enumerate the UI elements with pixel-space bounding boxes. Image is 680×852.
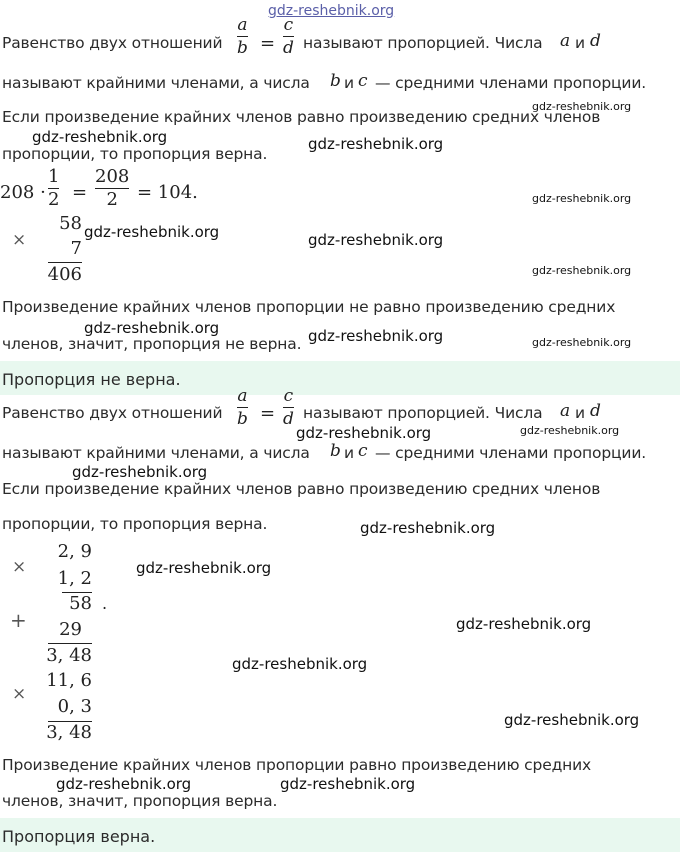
equals-sign: = [260,403,276,424]
calc-fraction-2 [95,167,129,210]
answer-text: Пропорция верна. [2,827,156,846]
multiply-sign: × [12,230,27,250]
var-d: d [590,401,601,421]
watermark: gdz-reshebnik.org [308,231,444,249]
var-b: b [330,71,341,91]
calc-frac2-den: 2 [106,189,118,210]
watermark: gdz-reshebnik.org [32,128,168,146]
watermark-top: gdz-reshebnik.org [268,3,395,19]
equals-sign: = [260,33,276,54]
answer-band-1 [0,361,680,395]
frac-numerator-a: a [237,386,248,406]
watermark: gdz-reshebnik.org [72,463,208,481]
watermark: gdz-reshebnik.org [280,775,416,793]
definition-line2-suffix: — средними членами пропорции. [375,74,647,92]
var-c: c [358,71,368,91]
watermark: gdz-reshebnik.org [308,327,444,345]
frac-denominator-d: d [283,409,294,429]
calc-rhs: = 104. [137,182,198,203]
mult2-bottom-number: 0, 3 [57,696,92,717]
answer-band-2 [0,818,680,852]
mult1-partial-2: 29 [59,619,82,640]
watermark: gdz-reshebnik.org [296,424,432,442]
frac-numerator-c: c [283,386,294,406]
mult2-top-number: 11, 6 [46,670,92,691]
watermark: gdz-reshebnik.org [84,223,220,241]
frac-denominator-d: d [283,38,294,58]
definition-line1-prefix: Равенство двух отношений [2,404,223,422]
definition-line1-suffix: называют пропорцией. Числа [303,34,543,52]
mult-top-number: 58 [59,213,82,234]
watermark: gdz-reshebnik.org [532,100,632,113]
rule-line2: пропорции, то пропорция верна. [2,515,268,533]
watermark: gdz-reshebnik.org [136,559,272,577]
calc-fraction-1 [48,167,59,210]
conclusion-line2: членов, значит, пропорция не верна. [2,335,302,353]
mult2-result: 3, 48 [46,722,92,743]
definition-line2-prefix: называют крайними членами, а числа [2,444,310,462]
multiply-sign: × [12,684,27,704]
word-and: и [575,404,585,422]
conclusion-line2: членов, значит, пропорция верна. [2,792,278,810]
multiply-sign: × [12,557,27,577]
mult1-result: 3, 48 [46,645,92,666]
watermark: gdz-reshebnik.org [504,711,640,729]
watermark: gdz-reshebnik.org [232,655,368,673]
definition-line2-prefix: называют крайними членами, а числа [2,74,310,92]
fraction-c-d [283,15,294,58]
mult-bottom-number: 7 [70,238,82,259]
conclusion-line1: Произведение крайних членов пропорции равно произведению средних [2,756,592,774]
watermark: gdz-reshebnik.org [532,192,632,205]
watermark: gdz-reshebnik.org [532,336,632,349]
word-and-2: и [344,444,354,462]
mult1-bottom-number: 1, 2 [57,568,92,589]
calc-equals: = [72,182,88,203]
plus-sign: + [10,608,27,632]
rule-line2: пропорции, то пропорция верна. [2,145,268,163]
frac-numerator-c: c [283,15,294,35]
definition-line2-suffix: — средними членами пропорции. [375,444,647,462]
var-c: c [358,441,368,461]
watermark: gdz-reshebnik.org [84,319,220,337]
rule-line1: Если произведение крайних членов равно произведению средних членов [2,480,601,498]
mult1-partial-1: 58 [69,593,92,614]
frac-denominator-b: b [237,409,248,429]
var-b: b [330,441,341,461]
rule-line1: Если произведение крайних членов равно произведению средних членов [2,108,601,126]
fraction-a-b [237,15,248,58]
word-and: и [575,34,585,52]
mult1-rule-2 [48,643,92,644]
mult-result: 406 [47,264,82,285]
mult-rule [48,262,82,263]
var-a: a [560,401,571,421]
word-and-2: и [344,74,354,92]
watermark: gdz-reshebnik.org [456,615,592,633]
conclusion-line1: Произведение крайних членов пропорции не равно произведению средних [2,298,616,316]
watermark: gdz-reshebnik.org [532,264,632,277]
calc-frac2-num: 208 [95,166,130,187]
answer-text: Пропорция не верна. [2,370,181,389]
fraction-a-b [237,386,248,429]
watermark: gdz-reshebnik.org [360,519,496,537]
watermark: gdz-reshebnik.org [56,775,192,793]
mult1-dot: . [102,594,108,613]
frac-numerator-a: a [237,15,248,35]
fraction-c-d [283,386,294,429]
calc-frac1-num: 1 [48,166,60,187]
frac-denominator-b: b [237,38,248,58]
mult1-top-number: 2, 9 [57,541,92,562]
var-a: a [560,31,571,51]
watermark: gdz-reshebnik.org [308,135,444,153]
calc-lhs: 208 · [0,182,46,203]
calc-frac1-den: 2 [48,189,60,210]
definition-line1-prefix: Равенство двух отношений [2,34,223,52]
watermark: gdz-reshebnik.org [520,424,620,437]
definition-line1-suffix: называют пропорцией. Числа [303,404,543,422]
var-d: d [590,31,601,51]
